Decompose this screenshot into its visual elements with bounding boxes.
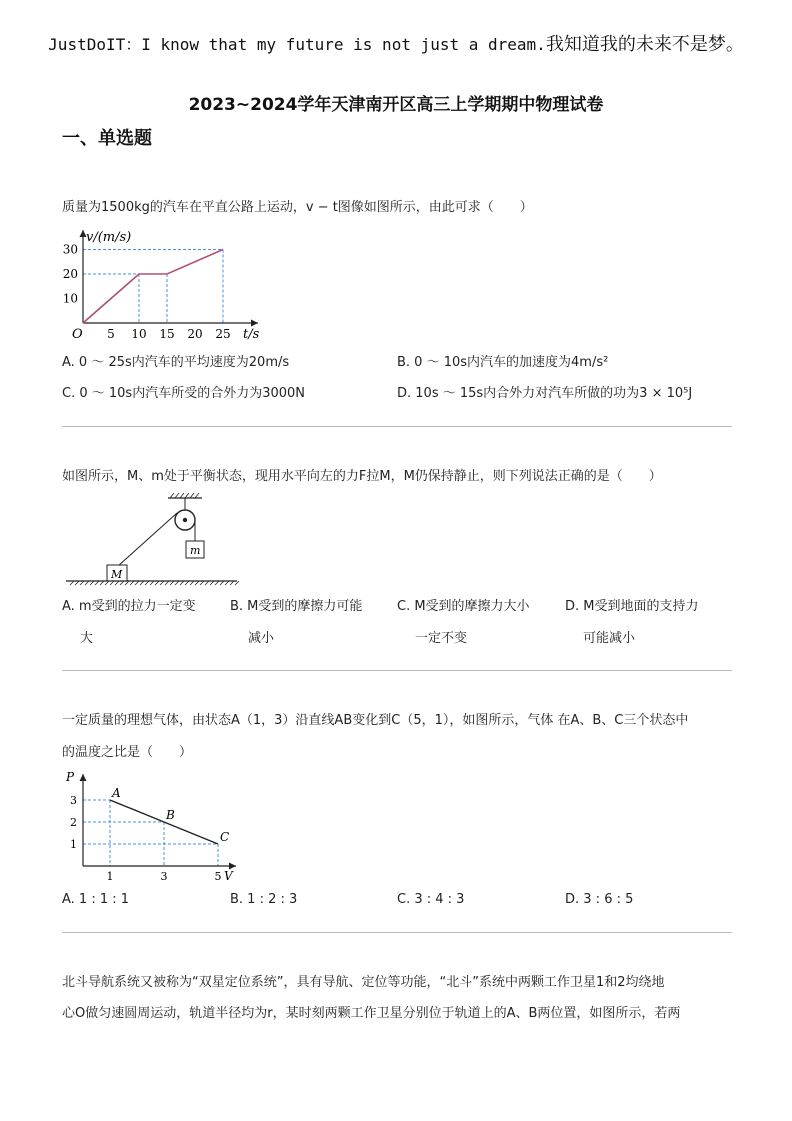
rope-to-M — [118, 513, 177, 566]
q3-option-b[interactable]: B. 1 : 2 : 3 — [230, 892, 298, 907]
q3-stem-line1: 一定质量的理想气体，由状态A（1，3）沿直线AB变化到C（5，1），如图所示，气体 在A、B、C三个状态中 — [62, 713, 689, 728]
q2-option-a-cont: 大 — [80, 631, 94, 646]
q1-x-tick-label: 20 — [187, 327, 203, 341]
q2-option-c-cont: 一定不变 — [415, 631, 468, 646]
q1-x-tick-label: 5 — [107, 327, 115, 341]
q1-option-c[interactable]: C. 0 ～ 10s内汽车所受的合外力为3000N — [62, 386, 306, 401]
ceiling-hatch — [170, 493, 199, 498]
q1-grid-lines — [83, 250, 223, 324]
q2-option-d[interactable]: D. M受到地面的支持力 — [565, 599, 699, 614]
q3-pv-graph — [58, 768, 248, 883]
q3-stem-line2: 的温度之比是（ ） — [62, 745, 193, 760]
q1-option-b[interactable]: B. 0 ～ 10s内汽车的加速度为4m/s² — [397, 355, 609, 370]
q3-state-labels — [111, 786, 229, 844]
q2-pulley-diagram — [62, 492, 242, 592]
q4-stem-line1: 北斗导航系统又被称为“双星定位系统”，具有导航、定位等功能，“北斗”系统中两颗工作卫星1和2均绕地 — [62, 975, 665, 990]
q3-x-tick-label: 1 — [106, 870, 114, 883]
q3-grid-lines — [83, 800, 218, 866]
q1-vt-graph — [58, 224, 268, 342]
divider — [62, 932, 732, 933]
q1-y-axis-label: v/(m/s) — [86, 230, 132, 245]
q1-y-tick-label: 10 — [62, 291, 78, 306]
divider — [62, 426, 732, 427]
q3-x-tick-label: 3 — [160, 870, 168, 883]
section-heading: 一、单选题 — [62, 128, 152, 149]
page-title: 2023~2024学年天津南开区高三上学期期中物理试卷 — [188, 95, 604, 115]
q3-x-tick-labels — [107, 870, 222, 883]
q3-y-tick-labels — [70, 794, 77, 851]
q1-y-tick-labels — [63, 243, 78, 306]
q3-y-tick-label: 2 — [70, 816, 77, 829]
q1-origin-label: O — [72, 327, 83, 342]
q1-y-tick-label: 20 — [62, 267, 78, 281]
q1-option-d[interactable]: D. 10s ～ 15s内合外力对汽车所做的功为3 × 10⁵J — [397, 386, 693, 401]
q3-y-axis-label: P — [66, 770, 75, 784]
q3-x-tick-label: 5 — [214, 870, 222, 883]
motto-english: JustDoIT：I know that my future is not just a dream. — [48, 35, 546, 54]
q3-state-label-A: A — [112, 786, 121, 800]
q2-option-c[interactable]: C. M受到的摩擦力大小 — [397, 599, 530, 614]
q1-x-tick-label: 10 — [131, 327, 147, 341]
q4-stem-line2: 心O做匀速圆周运动，轨道半径均为r，某时刻两颗工作卫星分别位于轨道上的A、B两位置，如图所示，若两 — [62, 1006, 681, 1021]
q1-x-tick-label: 15 — [159, 327, 175, 341]
q2-option-a[interactable]: A. m受到的拉力一定变 — [62, 599, 196, 614]
q1-stem: 质量为1500kg的汽车在平直公路上运动，v − t图像如图所示，由此可求（ ） — [62, 200, 533, 215]
q1-option-a[interactable]: A. 0 ～ 25s内汽车的平均速度为20m/s — [62, 355, 290, 370]
q1-x-tick-labels — [107, 327, 230, 341]
q3-option-d[interactable]: D. 3 : 6 : 5 — [565, 892, 634, 907]
block-M-label: M — [111, 568, 123, 581]
motto-chinese: 我知道我的未来不是梦。 — [545, 34, 744, 55]
q2-option-b-cont: 减小 — [248, 631, 275, 646]
q2-stem: 如图所示，M、m处于平衡状态，现用水平向左的力F拉M，M仍保持静止，则下列说法正确的是（ ） — [62, 469, 662, 484]
q3-state-label-B: B — [166, 808, 175, 822]
block-m-label: m — [190, 544, 201, 557]
q3-option-c[interactable]: C. 3 : 4 : 3 — [397, 892, 465, 907]
q3-y-tick-label: 3 — [70, 794, 77, 807]
divider — [62, 670, 732, 671]
q3-y-tick-label: 1 — [70, 838, 77, 851]
q1-velocity-series — [83, 250, 223, 324]
q3-x-axis-label: V — [224, 869, 233, 883]
q3-state-label-C: C — [220, 830, 230, 844]
q2-option-d-cont: 可能减小 — [583, 631, 636, 646]
q1-y-tick-label: 30 — [62, 242, 78, 257]
q1-x-tick-label: 25 — [215, 327, 231, 341]
q1-x-axis-label: t/s — [243, 327, 260, 342]
motto — [0, 34, 792, 56]
pulley-axle — [183, 518, 187, 522]
q3-option-a[interactable]: A. 1 : 1 : 1 — [62, 892, 130, 907]
q2-option-b[interactable]: B. M受到的摩擦力可能 — [230, 599, 363, 614]
